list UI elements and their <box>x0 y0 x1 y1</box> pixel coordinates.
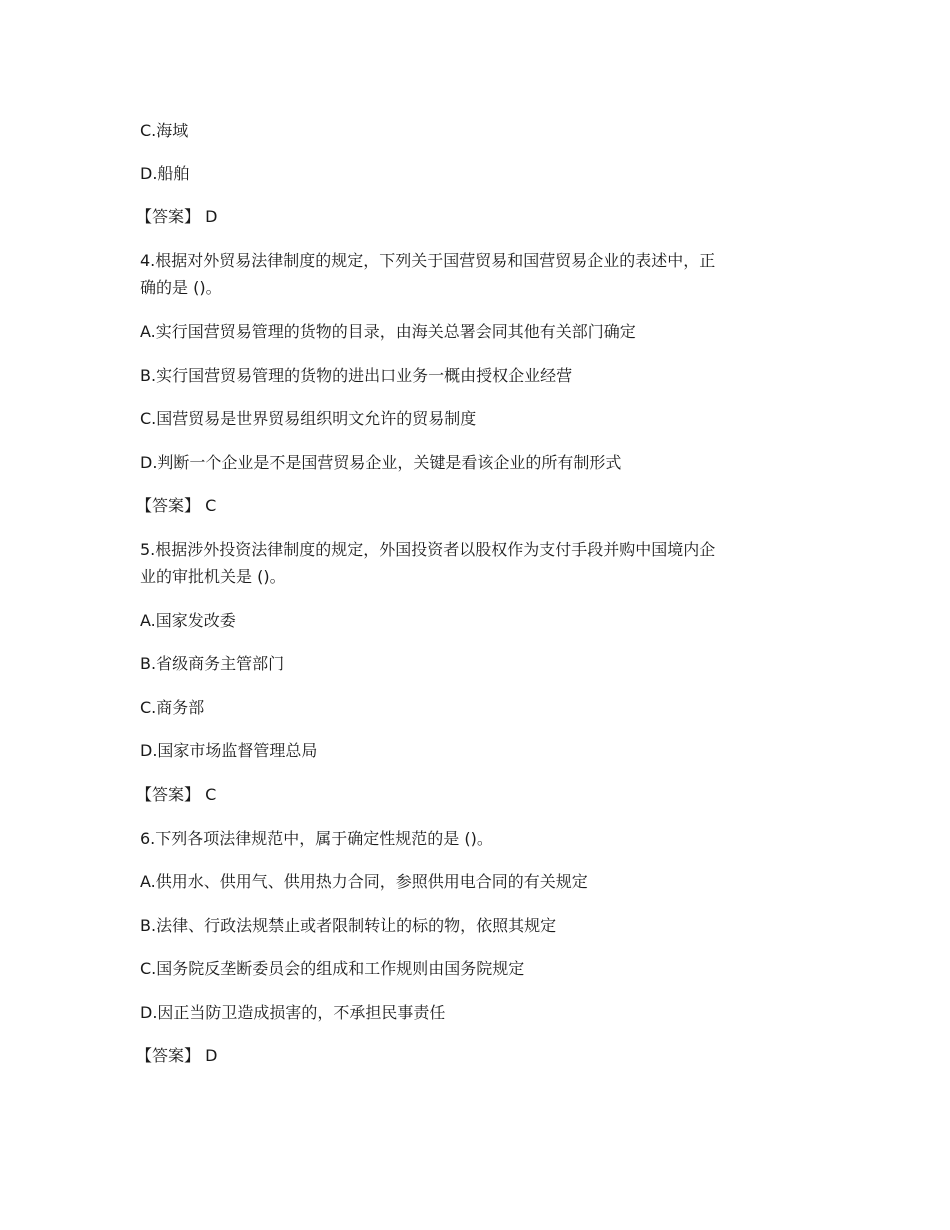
q4-option-b: B.实行国营贸易管理的货物的进出口业务一概由授权企业经营 <box>140 366 573 385</box>
q4-question-line1: 4.根据对外贸易法律制度的规定，下列关于国营贸易和国营贸易企业的表述中，正 <box>140 251 716 270</box>
q5-option-d: D.国家市场监督管理总局 <box>140 741 318 760</box>
q4-option-a: A.实行国营贸易管理的货物的目录，由海关总署会同其他有关部门确定 <box>140 322 636 341</box>
q6-option-c: C.国务院反垄断委员会的组成和工作规则由国务院规定 <box>140 959 525 978</box>
q3-option-c: C.海域 <box>140 121 189 140</box>
q4-option-c: C.国营贸易是世界贸易组织明文允许的贸易制度 <box>140 409 477 428</box>
q5-question-line1: 5.根据涉外投资法律制度的规定，外国投资者以股权作为支付手段并购中国境内企 <box>140 540 716 559</box>
q4-question-line2: 确的是 ()。 <box>140 278 222 297</box>
q5-answer: 【答案】 C <box>136 785 217 804</box>
q6-question: 6.下列各项法律规范中，属于确定性规范的是 ()。 <box>140 829 493 848</box>
q4-option-d: D.判断一个企业是不是国营贸易企业，关键是看该企业的所有制形式 <box>140 453 622 472</box>
q3-option-d: D.船舶 <box>140 164 190 183</box>
q5-question-line2: 业的审批机关是 ()。 <box>140 567 286 586</box>
q3-answer: 【答案】 D <box>136 207 218 226</box>
q5-option-c: C.商务部 <box>140 698 205 717</box>
q5-option-a: A.国家发改委 <box>140 611 236 630</box>
q6-answer: 【答案】 D <box>136 1046 218 1065</box>
q6-option-b: B.法律、行政法规禁止或者限制转让的标的物，依照其规定 <box>140 916 557 935</box>
q5-option-b: B.省级商务主管部门 <box>140 654 285 673</box>
q4-answer: 【答案】 C <box>136 496 217 515</box>
q6-option-a: A.供用水、供用气、供用热力合同，参照供用电合同的有关规定 <box>140 872 588 891</box>
q6-option-d: D.因正当防卫造成损害的，不承担民事责任 <box>140 1003 446 1022</box>
